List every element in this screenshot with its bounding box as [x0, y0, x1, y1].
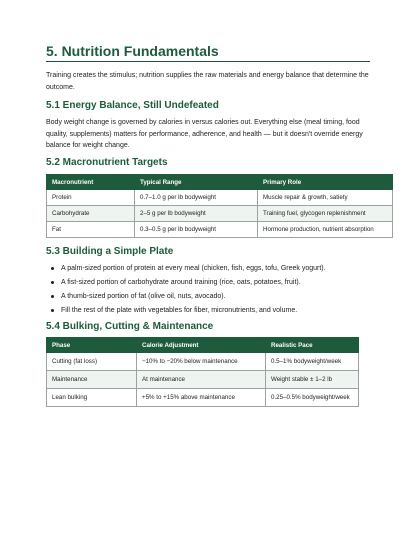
- table-cell: 0.7–1.0 g per lb bodyweight: [135, 190, 258, 206]
- table-cell: +5% to +15% above maintenance: [137, 389, 266, 407]
- list-item-text: A palm-sized portion of protein at every meal (chicken, fish, eggs, tofu, Greek yogurt).: [61, 265, 326, 272]
- list-item-text: Fill the rest of the plate with vegetables for fiber, micronutrients, and volume.: [61, 307, 298, 314]
- table-header-row: [47, 175, 393, 190]
- column-header: Typical Range: [135, 175, 258, 190]
- table-cell: Muscle repair & growth, satiety: [258, 190, 393, 206]
- list-item: [50, 263, 326, 277]
- macronutrient-table: [46, 174, 393, 238]
- phases-table: [46, 337, 359, 407]
- table-row: [47, 371, 359, 389]
- bullet-icon: [51, 267, 54, 270]
- energy-heading: 5.1 Energy Balance, Still Undefeated: [46, 100, 219, 111]
- list-item-text: A thumb-sized portion of fat (olive oil, nuts, avocado).: [61, 293, 226, 300]
- title-divider: [46, 61, 370, 62]
- list-item-text: A fist-sized portion of carbohydrate around training (rice, oats, potatoes, fruit).: [61, 279, 301, 286]
- bullet-icon: [51, 295, 54, 298]
- bullet-icon: [51, 281, 54, 284]
- table-header-row: [47, 338, 359, 353]
- column-header: Phase: [47, 338, 137, 353]
- column-header: Calorie Adjustment: [137, 338, 266, 353]
- plate-heading: 5.3 Building a Simple Plate: [46, 246, 174, 257]
- table-cell: 2–5 g per lb bodyweight: [135, 206, 258, 222]
- table-row: [47, 222, 393, 238]
- macros-heading: 5.2 Macronutrient Targets: [46, 157, 168, 168]
- table-cell: Hormone production, nutrient absorption: [258, 222, 393, 238]
- table-cell: 0.3–0.5 g per lb bodyweight: [135, 222, 258, 238]
- list-item: [50, 305, 326, 319]
- table-cell: At maintenance: [137, 371, 266, 389]
- table-row: [47, 190, 393, 206]
- table-cell: Carbohydrate: [47, 206, 135, 222]
- plate-list: [50, 263, 326, 319]
- table-cell: Cutting (fat loss): [47, 353, 137, 371]
- bullet-icon: [51, 309, 54, 312]
- table-cell: −10% to −20% below maintenance: [137, 353, 266, 371]
- list-item: [50, 291, 326, 305]
- table-row: [47, 353, 359, 371]
- intro-paragraph: Training creates the stimulus; nutrition supplies the raw materials and energy balance that determine the outcome.: [46, 72, 369, 91]
- table-cell: Maintenance: [47, 371, 137, 389]
- table-cell: Weight stable ± 1–2 lb: [266, 371, 359, 389]
- energy-paragraph: Body weight change is governed by calories in versus calories out. Everything else (meal timing, food quality, supplements) matters for performance, adherence, and health — but it doesn't override energy balance for weight change.: [46, 119, 363, 149]
- table-row: [47, 206, 393, 222]
- column-header: Realistic Pace: [266, 338, 359, 353]
- list-item: [50, 277, 326, 291]
- section-title: 5. Nutrition Fundamentals: [46, 43, 219, 59]
- table-cell: Protein: [47, 190, 135, 206]
- column-header: Macronutrient: [47, 175, 135, 190]
- table-cell: Fat: [47, 222, 135, 238]
- column-header: Primary Role: [258, 175, 393, 190]
- table-cell: Lean bulking: [47, 389, 137, 407]
- table-row: [47, 389, 359, 407]
- table-cell: 0.5–1% bodyweight/week: [266, 353, 359, 371]
- table-cell: 0.25–0.5% bodyweight/week: [266, 389, 359, 407]
- phases-heading: 5.4 Bulking, Cutting & Maintenance: [46, 321, 214, 332]
- table-cell: Training fuel, glycogen replenishment: [258, 206, 393, 222]
